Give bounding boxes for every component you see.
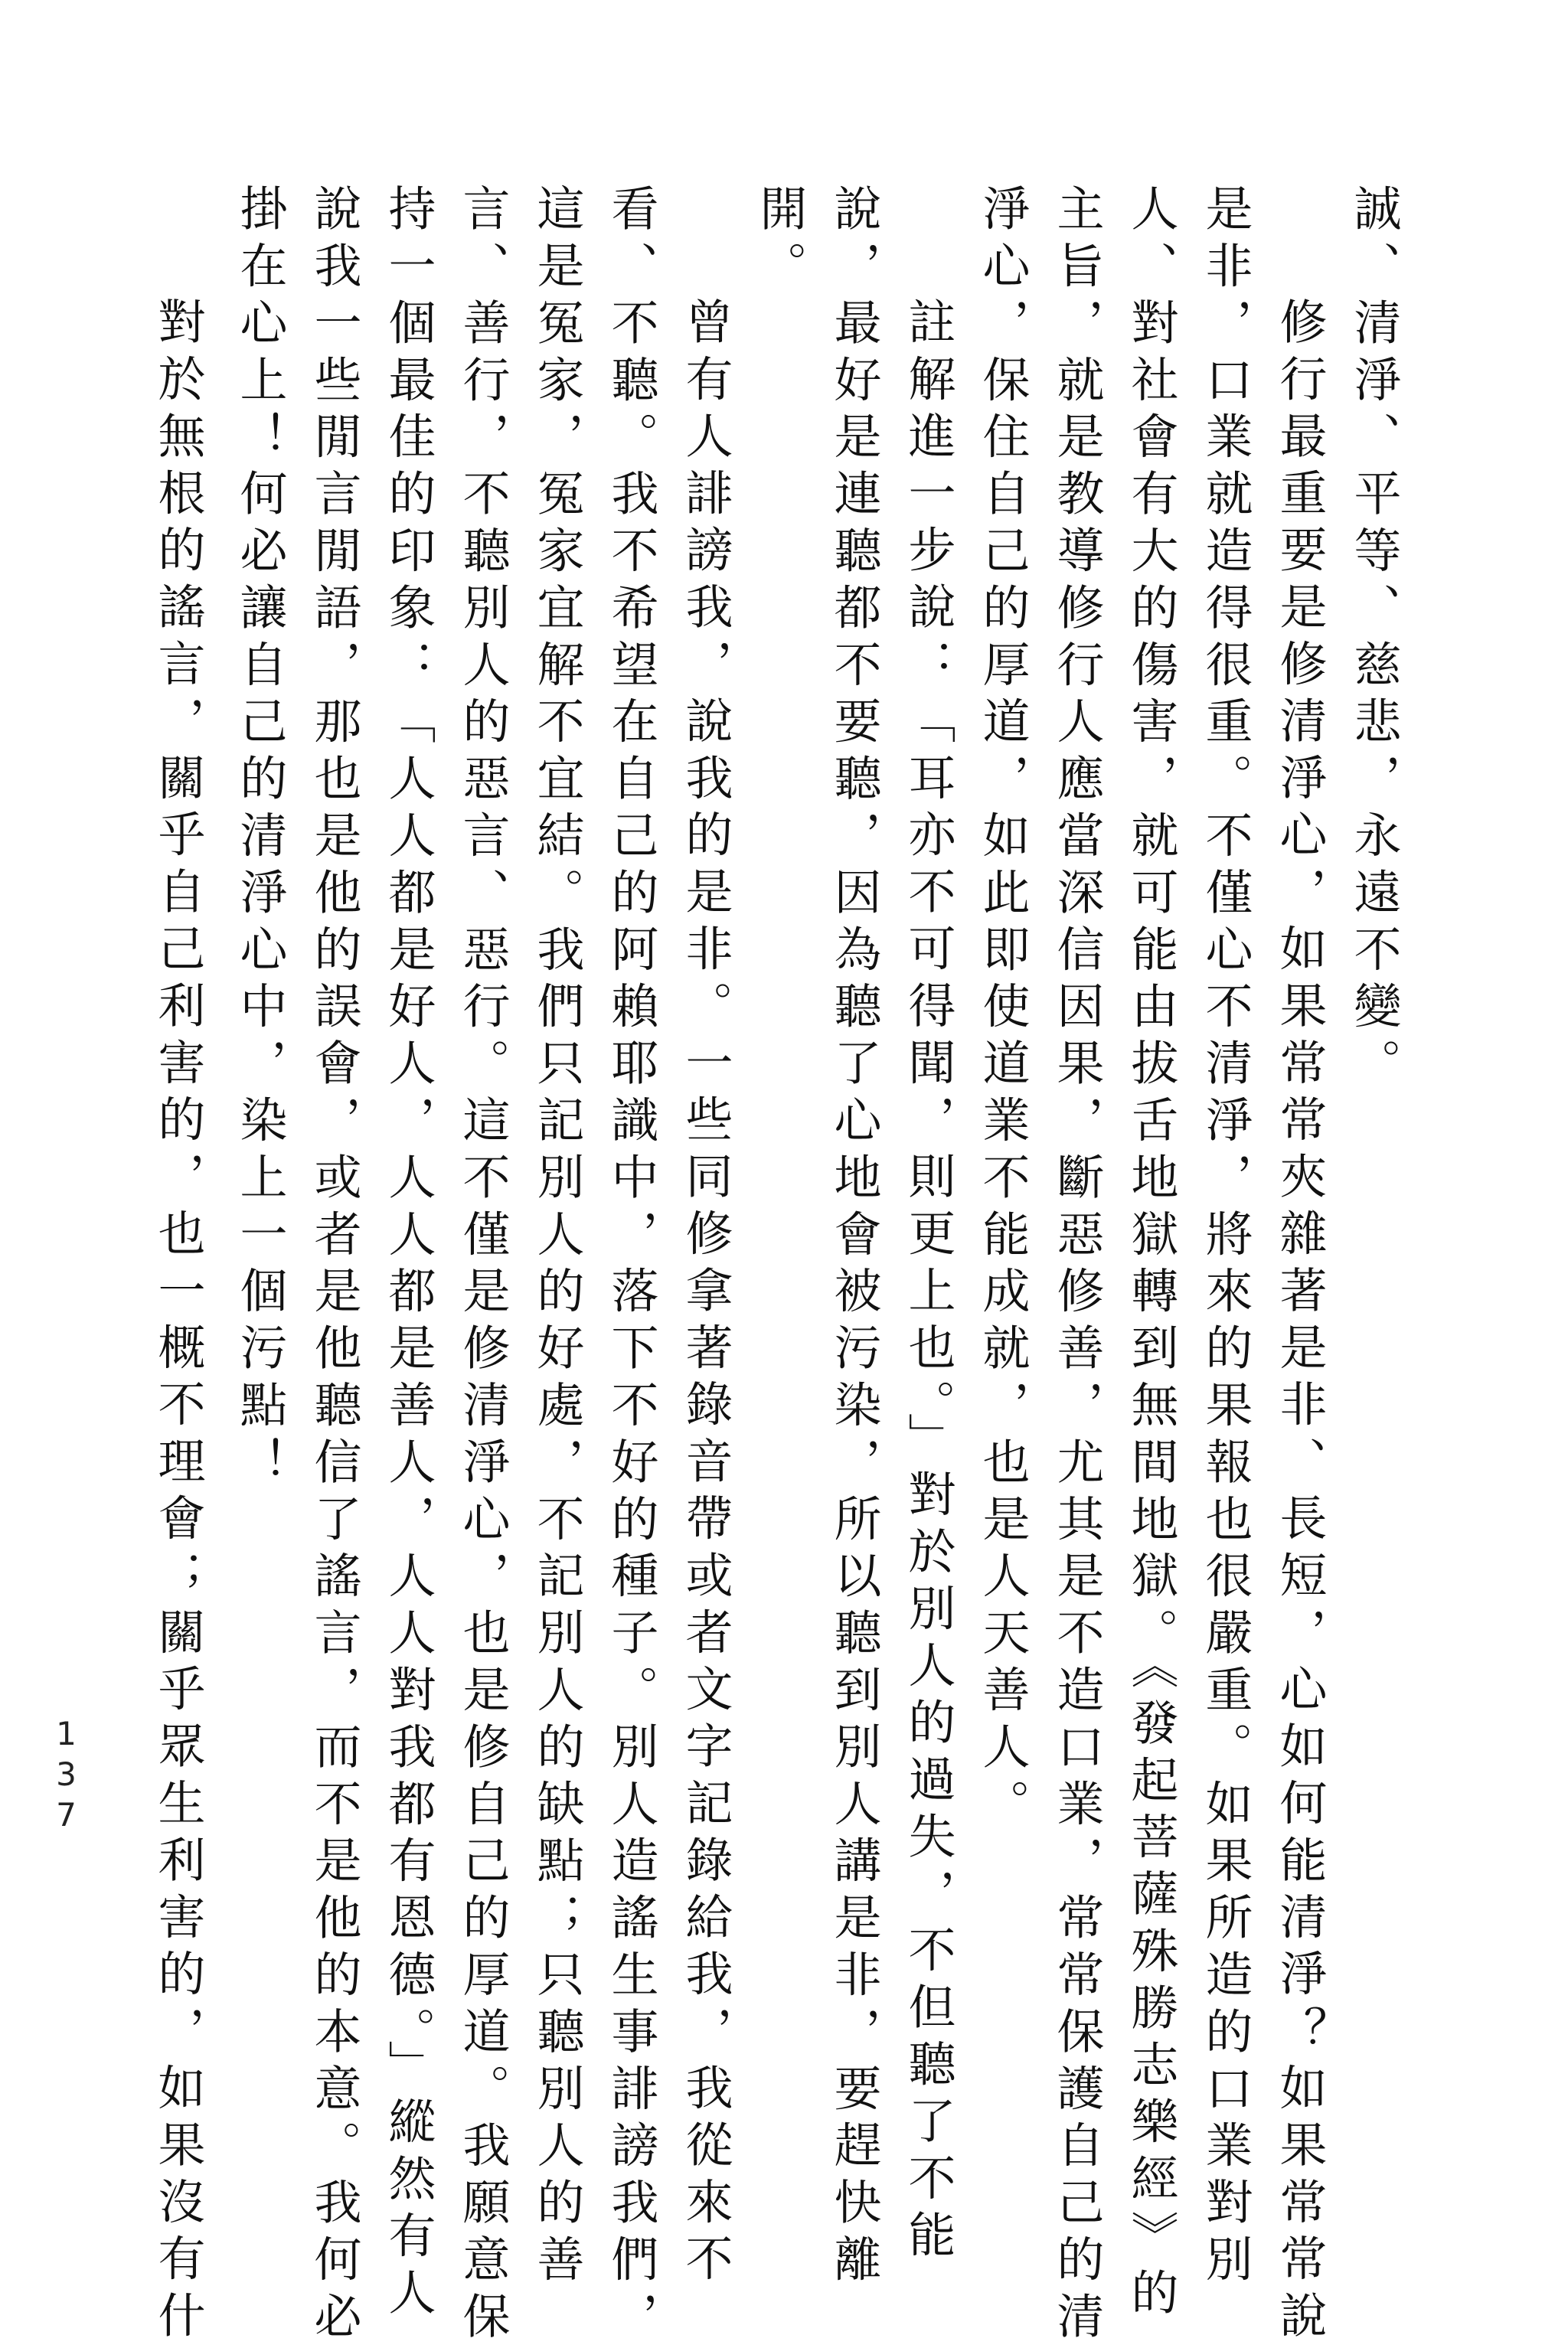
text-column: 對於無根的謠言，關乎自己利害的，也一概不理會；關乎眾生利害的，如果沒有什 xyxy=(150,297,206,2348)
text-column: 開。 xyxy=(752,184,808,298)
text-column: 修行最重要是修清淨心，如果常常夾雜著是非、長短，心如何能清淨？如果常常說 xyxy=(1272,297,1328,2348)
text-column: 是非，口業就造得很重。不僅心不清淨，將來的果報也很嚴重。如果所造的口業對別 xyxy=(1197,184,1253,2291)
text-column: 言、善行，不聽別人的惡言、惡行。這不僅是修清淨心，也是修自己的厚道。我願意保 xyxy=(455,184,511,2348)
text-column: 持一個最佳的印象：「人人都是好人，人人都是善人，人人對我都有恩德。」縱然有人 xyxy=(381,184,436,2325)
text-column: 人、對社會有大的傷害，就可能由拔舌地獄轉到無間地獄。《發起菩薩殊勝志樂經》的 xyxy=(1123,184,1179,2325)
text-column: 這是冤家，冤家宜解不宜結。我們只記別人的好處，不記別人的缺點；只聽別人的善 xyxy=(529,184,585,2291)
text-column: 說我一些閒言閒語，那也是他的誤會，或者是他聽信了謠言，而不是他的本意。我何必 xyxy=(306,184,362,2348)
text-column: 掛在心上！何必讓自己的清淨心中，染上一個污點！ xyxy=(232,184,288,1494)
page-number: 137 xyxy=(47,1715,85,1837)
text-column: 主旨，就是教導修行人應當深信因果，斷惡修善，尤其是不造口業，常常保護自己的清 xyxy=(1049,184,1105,2348)
text-column: 註解進一步說：「耳亦不可得聞，則更上也。」對於別人的過失，不但聽了不能 xyxy=(900,297,956,2267)
text-column: 誠、清淨、平等、慈悲，永遠不變。 xyxy=(1346,184,1402,1096)
text-column: 曾有人誹謗我，說我的是非。一些同修拿著錄音帶或者文字記錄給我，我從來不 xyxy=(678,297,733,2291)
text-column: 看、不聽。我不希望在自己的阿賴耶識中，落下不好的種子。別人造謠生事誹謗我們， xyxy=(603,184,659,2348)
text-column: 淨心，保住自己的厚道，如此即使道業不能成就，也是人天善人。 xyxy=(975,184,1031,1836)
text-column: 說，最好是連聽都不要聽，因為聽了心地會被污染，所以聽到別人講是非，要趕快離 xyxy=(826,184,882,2291)
